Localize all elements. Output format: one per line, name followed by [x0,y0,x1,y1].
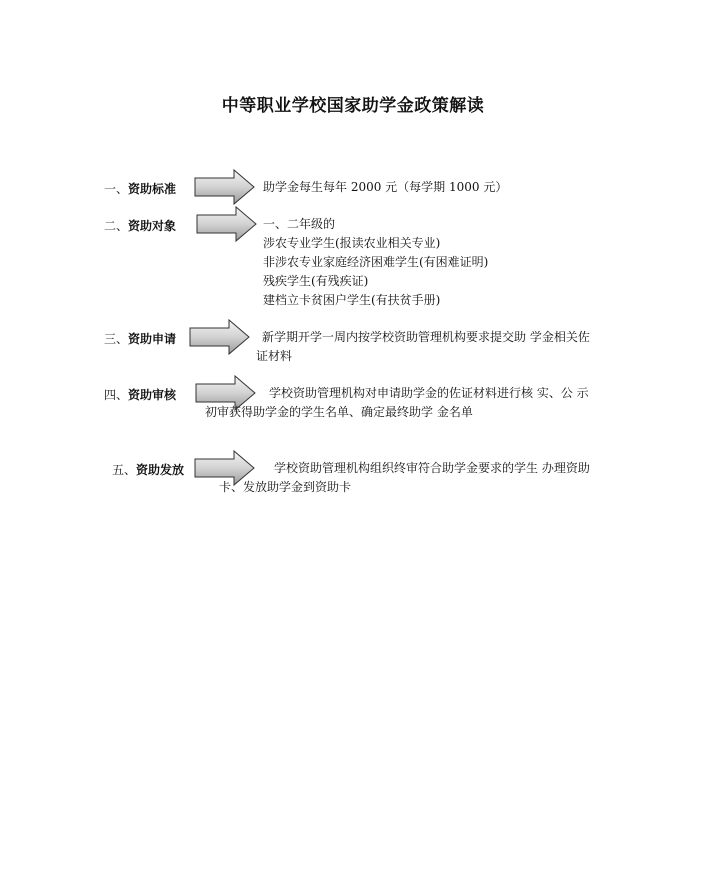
section-3-line: 证材料 [256,349,293,363]
page-title: 中等职业学校国家助学金政策解读 [221,96,485,116]
section-2-heading: 资助对象 [128,219,177,233]
section-3-label [104,330,176,347]
arrow-right-icon [189,318,251,356]
section-5-heading: 资助发放 [136,463,185,477]
section-4-heading: 资助审核 [128,388,177,402]
arrow-right-icon [194,168,256,206]
section-2-line: 一、二年级的 [263,217,336,231]
section-1-number: 一、 [104,182,129,196]
section-2-line: 非涉农专业家庭经济困难学生(有困难证明) [263,255,489,269]
section-4-line: 初审获得助学金的学生名单、确定最终助学 金名单 [205,405,473,419]
section-4-line: 学校资助管理机构对申请助学金的佐证材料进行核 实、公 示 [269,386,589,400]
section-3-line: 新学期开学一周内按学校资助管理机构要求提交助 学金相关佐 [262,330,590,344]
section-3-number: 三、 [104,332,129,346]
section-4-number: 四、 [104,388,129,402]
section-2-line: 建档立卡贫困户学生(有扶贫手册) [263,293,441,307]
section-5-label [112,461,184,478]
section-2-label [104,217,176,234]
section-5-content [219,459,590,497]
section-3-content [256,328,590,366]
section-2-line: 残疾学生(有残疾证) [263,274,369,288]
section-2-number: 二、 [104,219,129,233]
section-3-heading: 资助申请 [128,332,177,346]
section-4-label [104,386,176,403]
section-2-content [263,215,488,310]
section-1-line: 助学金每生每年 2000 元（每学期 1000 元） [263,180,508,194]
section-2-line: 涉农专业学生(报读农业相关专业) [263,236,441,250]
section-5-line: 学校资助管理机构组织终审符合助学金要求的学生 办理资助 [274,461,590,475]
section-1-heading: 资助标准 [128,182,177,196]
section-1-label [104,180,176,197]
arrow-right-icon [196,205,258,243]
section-4-content [205,384,589,422]
section-5-line: 卡、发放助学金到资助卡 [219,480,352,494]
section-5-number: 五、 [112,463,137,477]
section-1-content [263,178,507,197]
